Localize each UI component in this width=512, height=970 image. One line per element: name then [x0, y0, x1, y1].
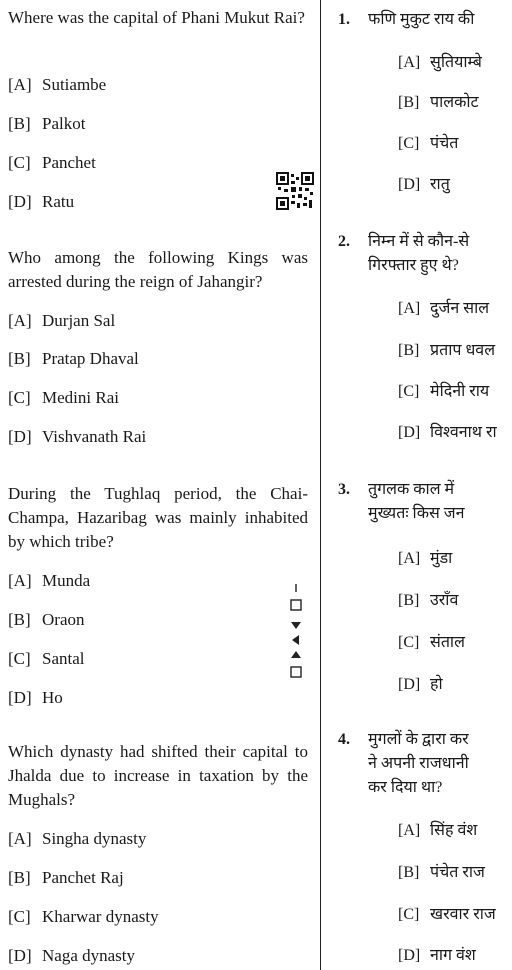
option-label: [B]	[8, 114, 31, 133]
option-text: Durjan Sal	[42, 311, 116, 330]
hq2-option-a[interactable]	[398, 298, 489, 320]
question-4-text: Which dynasty had shifted their capital to Jhalda due to increase in taxation by the Mughals?	[8, 742, 308, 809]
option-label: [D]	[398, 424, 421, 441]
scroll-controls[interactable]	[288, 584, 304, 684]
option-label: [C]	[398, 383, 420, 400]
option-label: [A]	[398, 822, 421, 839]
question-line: मुगलों के द्वारा कर	[368, 731, 469, 748]
q4-option-d[interactable]	[8, 945, 135, 967]
option-text: मेदिनी राय	[430, 383, 490, 400]
option-label: [A]	[8, 571, 32, 590]
option-text: खरवार राज	[430, 906, 496, 923]
question-2-text: Who among the following Kings was arrested during the reign of Jahangir?	[8, 248, 308, 291]
question-line: मुख्यतः किस जन	[368, 505, 465, 522]
option-label: [B]	[398, 592, 420, 609]
question-line: ने अपनी राजधानी	[368, 755, 469, 772]
q2-option-b[interactable]	[8, 348, 139, 370]
hindi-column	[328, 0, 512, 970]
hq4-option-b[interactable]	[398, 862, 485, 884]
hq2-option-c[interactable]	[398, 381, 489, 403]
option-text: सिंह वंश	[430, 822, 478, 839]
question-line: निम्न में से कौन-से	[368, 233, 470, 250]
hq1-option-a[interactable]	[398, 52, 482, 74]
option-text: Munda	[42, 571, 91, 590]
q2-option-a[interactable]	[8, 310, 115, 332]
q4-option-a[interactable]	[8, 828, 146, 850]
option-label: [D]	[398, 947, 421, 964]
option-label: [D]	[398, 176, 421, 193]
square-icon	[291, 600, 301, 610]
option-text: नाग वंश	[430, 947, 476, 964]
hq4-option-c[interactable]	[398, 904, 496, 926]
triangle-down-icon	[291, 622, 301, 629]
option-label: [A]	[8, 75, 32, 94]
q4-option-b[interactable]	[8, 867, 124, 889]
hq3-option-a[interactable]	[398, 548, 452, 570]
option-label: [D]	[398, 676, 421, 693]
qr-code-icon[interactable]	[276, 172, 314, 210]
hq3-option-b[interactable]	[398, 590, 458, 612]
hq2-option-b[interactable]	[398, 340, 495, 362]
option-label: [B]	[8, 610, 31, 629]
option-text: Kharwar dynasty	[42, 907, 159, 926]
option-label: [B]	[398, 864, 420, 881]
q4-option-c[interactable]	[8, 906, 159, 928]
question-number: 3.	[338, 481, 350, 498]
option-text: उराँव	[430, 592, 459, 609]
hindi-question-3	[338, 478, 512, 526]
option-label: [B]	[8, 868, 31, 887]
question-number: 1.	[338, 11, 350, 28]
option-label: [C]	[8, 153, 31, 172]
option-text: Oraon	[42, 610, 85, 629]
question-3-text: During the Tughlaq period, the Chai-Champa, Hazaribag was mainly inhabited by which tribe?	[8, 484, 308, 551]
option-label: [A]	[398, 550, 421, 567]
option-text: Panchet	[42, 153, 96, 172]
option-text: Naga dynasty	[42, 946, 136, 965]
question-line: तुगलक काल में	[368, 481, 455, 498]
q3-option-d[interactable]	[8, 687, 63, 709]
hq4-option-a[interactable]	[398, 820, 477, 842]
option-text: पालकोट	[430, 94, 479, 111]
hindi-question-2	[338, 230, 512, 278]
option-text: हो	[430, 676, 443, 693]
option-label: [C]	[8, 388, 31, 407]
option-label: [A]	[8, 829, 32, 848]
hq3-option-d[interactable]	[398, 674, 443, 696]
q1-option-d[interactable]	[8, 191, 74, 213]
option-text: Pratap Dhaval	[42, 349, 139, 368]
hq1-option-c[interactable]	[398, 133, 458, 155]
option-text: रातु	[430, 176, 450, 193]
option-label: [C]	[398, 634, 420, 651]
hq1-option-d[interactable]	[398, 174, 450, 196]
q3-option-c[interactable]	[8, 648, 85, 670]
option-text: Sutiambe	[42, 75, 107, 94]
option-label: [B]	[8, 349, 31, 368]
q2-option-d[interactable]	[8, 426, 146, 448]
q1-option-b[interactable]	[8, 113, 85, 135]
option-label: [B]	[398, 342, 420, 359]
option-text: Ratu	[42, 192, 75, 211]
question-number: 2.	[338, 233, 350, 250]
option-text: Ho	[42, 688, 63, 707]
option-label: [C]	[398, 906, 420, 923]
option-text: Singha dynasty	[42, 829, 147, 848]
option-text: दुर्जन साल	[430, 300, 490, 317]
option-text: प्रताप धवल	[430, 342, 496, 359]
option-text: Medini Rai	[42, 388, 119, 407]
square-icon	[291, 667, 301, 677]
q3-option-a[interactable]	[8, 570, 90, 592]
question-line: गिरफ्तार हुए थे?	[368, 257, 459, 274]
hq1-option-b[interactable]	[398, 92, 479, 114]
option-label: [D]	[8, 427, 32, 446]
q2-option-c[interactable]	[8, 387, 119, 409]
hq4-option-d[interactable]	[398, 945, 476, 967]
option-text: सुतियाम्बे	[430, 54, 482, 71]
triangle-left-icon	[292, 635, 299, 645]
hindi-question-4	[338, 728, 512, 800]
option-text: पंचेत	[430, 135, 459, 152]
option-label: [B]	[398, 94, 420, 111]
column-divider	[320, 0, 321, 970]
option-label: [A]	[398, 54, 421, 71]
q3-option-b[interactable]	[8, 609, 84, 631]
option-text: विश्वनाथ रा	[430, 424, 497, 441]
option-label: [C]	[8, 649, 31, 668]
triangle-up-icon	[291, 651, 301, 658]
q1-option-c[interactable]	[8, 152, 96, 174]
hq3-option-c[interactable]	[398, 632, 465, 654]
option-label: [D]	[8, 192, 32, 211]
q1-option-a[interactable]	[8, 74, 106, 96]
question-line: कर दिया था?	[368, 779, 443, 796]
option-text: संताल	[430, 634, 465, 651]
option-text: Panchet Raj	[42, 868, 124, 887]
hindi-question-1	[338, 8, 512, 32]
question-number: 4.	[338, 731, 350, 748]
question-1-text: Where was the capital of Phani Mukut Rai?	[8, 8, 305, 27]
option-text: Vishvanath Rai	[42, 427, 147, 446]
option-label: [C]	[398, 135, 420, 152]
option-label: [D]	[8, 688, 32, 707]
option-text: Santal	[42, 649, 85, 668]
option-text: पंचेत राज	[430, 864, 485, 881]
question-line: फणि मुकुट राय की	[368, 11, 475, 28]
hq2-option-d[interactable]	[398, 422, 497, 444]
option-label: [A]	[398, 300, 421, 317]
option-label: [C]	[8, 907, 31, 926]
option-label: [D]	[8, 946, 32, 965]
option-text: मुंडा	[430, 550, 453, 567]
option-label: [A]	[8, 311, 32, 330]
option-text: Palkot	[42, 114, 86, 133]
